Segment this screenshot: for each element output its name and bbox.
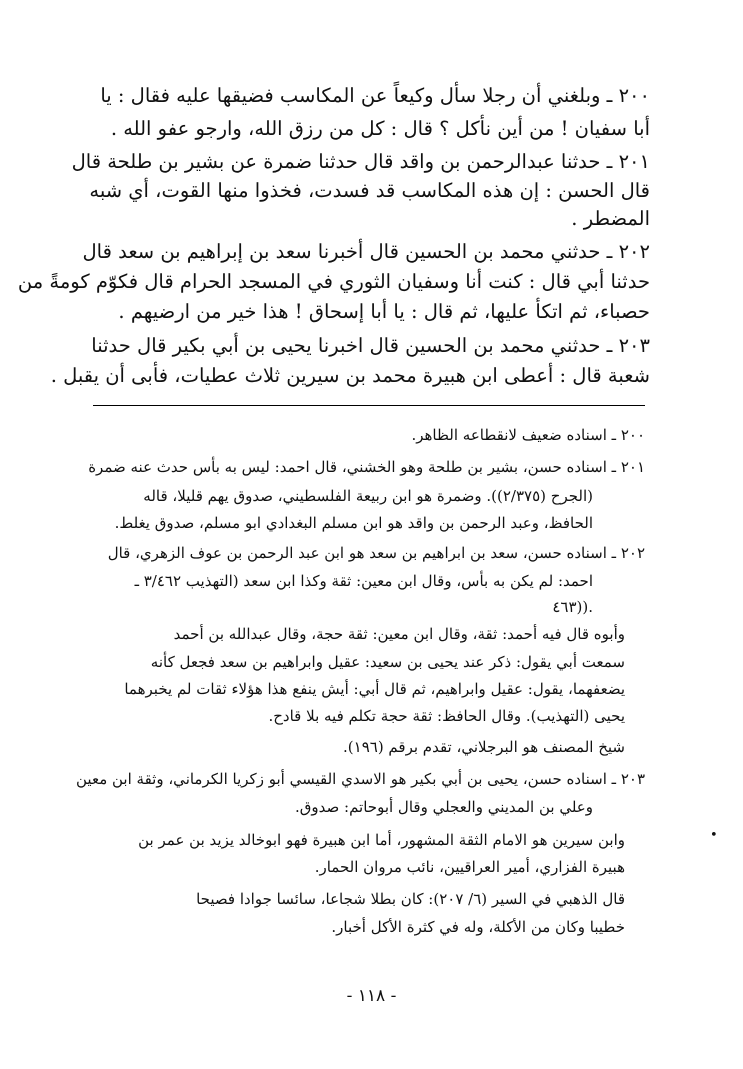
footnote-203-para-2-line-2: هبيرة الفزاري، أمير العراقيين، نائب مروان الحمار. <box>314 858 625 876</box>
main-line-9: ٢٠٣ ـ حدثني محمد بن الحسين قال اخبرنا يحيى بن أبي بكير قال حدثنا <box>91 334 650 357</box>
footnote-203-line-2: وعلي بن المديني والعجلي وقال أبوحاتم: صدوق. <box>294 798 593 816</box>
footnote-201-line-1: ٢٠١ ـ اسناده حسن، بشير بن طلحة وهو الخشني، قال احمد: ليس به بأس حدث عنه ضمرة <box>88 458 645 476</box>
main-line-6: ٢٠٢ ـ حدثني محمد بن الحسين قال أخبرنا سعد بن إبراهيم بن سعد قال <box>82 240 650 263</box>
footnote-202-para-2-line-2: سمعت أبي يقول: ذكر عند يحيى بن سعيد: عقيل وابراهيم بن سعد فجعل كأنه <box>150 653 625 671</box>
footnote-202-para-2-line-3: يضعفهما، يقول: عقيل وابراهيم، ثم قال أبي: أيش ينفع هذا هؤلاء ثقات لم يخبرهما <box>124 680 625 698</box>
main-line-3: ٢٠١ ـ حدثنا عبدالرحمن بن واقد قال حدثنا ضمرة عن بشير بن طلحة قال <box>71 150 650 173</box>
main-line-7: حدثنا أبي قال : كنت أنا وسفيان الثوري في المسجد الحرام قال فكوّم كومةً من <box>17 270 650 293</box>
margin-speck: • <box>710 828 718 843</box>
footnote-202-para-2-line-4: يحيى (التهذيب). وقال الحافظ: ثقة حجة تكلم فيه بلا قادح. <box>268 707 625 725</box>
page-number: - ١١٨ - <box>346 986 397 1006</box>
main-line-1: ٢٠٠ ـ وبلغني أن رجلا سأل وكيعاً عن المكاسب فضيقها عليه فقال : يا <box>100 84 650 107</box>
footnote-202-para-3: شيخ المصنف هو البرجلاني، تقدم برقم (١٩٦). <box>343 738 625 756</box>
footnote-201-line-2: (الجرح (٢/٣٧٥)). وضمرة هو ابن ربيعة الفلسطيني، صدوق يهم قليلا، قاله <box>143 487 593 505</box>
footnote-203-para-3-line-2: خطيبا وكان من الأكلة، وله في كثرة الأكل أخبار. <box>331 918 625 936</box>
footnote-202-line-3: ٤٦٣)). <box>552 598 593 616</box>
footnote-203-para-3-line-1: قال الذهبي في السير (٦/ ٢٠٧): كان بطلا شجاعا، سائسا جوادا فصيحا <box>196 890 625 908</box>
footnote-203-line-1: ٢٠٣ ـ اسناده حسن، يحيى بن أبي بكير هو الاسدي القيسي أبو زكريا الكرماني، وثقة ابن معين <box>76 770 645 788</box>
footnote-202-para-2-line-1: وأبوه قال فيه أحمد: ثقة، وقال ابن معين: ثقة حجة، وقال عبدالله بن أحمد <box>173 625 625 643</box>
footnote-203-para-2-line-1: وابن سيرين هو الامام الثقة المشهور، أما ابن هبيرة فهو ابوخالد يزيد بن عمر بن <box>138 831 625 849</box>
main-line-8: حصباء، ثم اتكأ عليها، ثم قال : يا أبا إسحاق ! هذا خير من ارضيهم . <box>118 300 650 323</box>
main-line-10: شعبة قال : أعطى ابن هبيرة محمد بن سيرين ثلاث عطيات، فأبى أن يقبل . <box>50 364 650 387</box>
footnote-202-line-1: ٢٠٢ ـ اسناده حسن، سعد بن ابراهيم بن سعد هو ابن عبد الرحمن بن عوف الزهري، قال <box>107 544 645 562</box>
main-line-4: قال الحسن : إن هذه المكاسب قد فسدت، فخذوا منها القوت، أي شبه <box>89 179 650 202</box>
footnote-divider <box>93 405 645 406</box>
footnote-202-line-2: احمد: لم يكن به بأس، وقال ابن معين: ثقة وكذا ابن سعد (التهذيب ٣/٤٦٢ ـ <box>134 572 593 590</box>
main-line-2: أبا سفيان ! من أين نأكل ؟ قال : كل من رزق الله، وارجو عفو الله . <box>110 117 650 140</box>
footnote-201-line-3: الحافظ، وعبد الرحمن بن واقد هو ابن مسلم البغدادي ابو مسلم، صدوق يغلط. <box>114 514 593 532</box>
footnote-200: ٢٠٠ ـ اسناده ضعيف لانقطاعه الظاهر. <box>411 426 645 444</box>
main-line-5: المضطر . <box>571 207 650 230</box>
